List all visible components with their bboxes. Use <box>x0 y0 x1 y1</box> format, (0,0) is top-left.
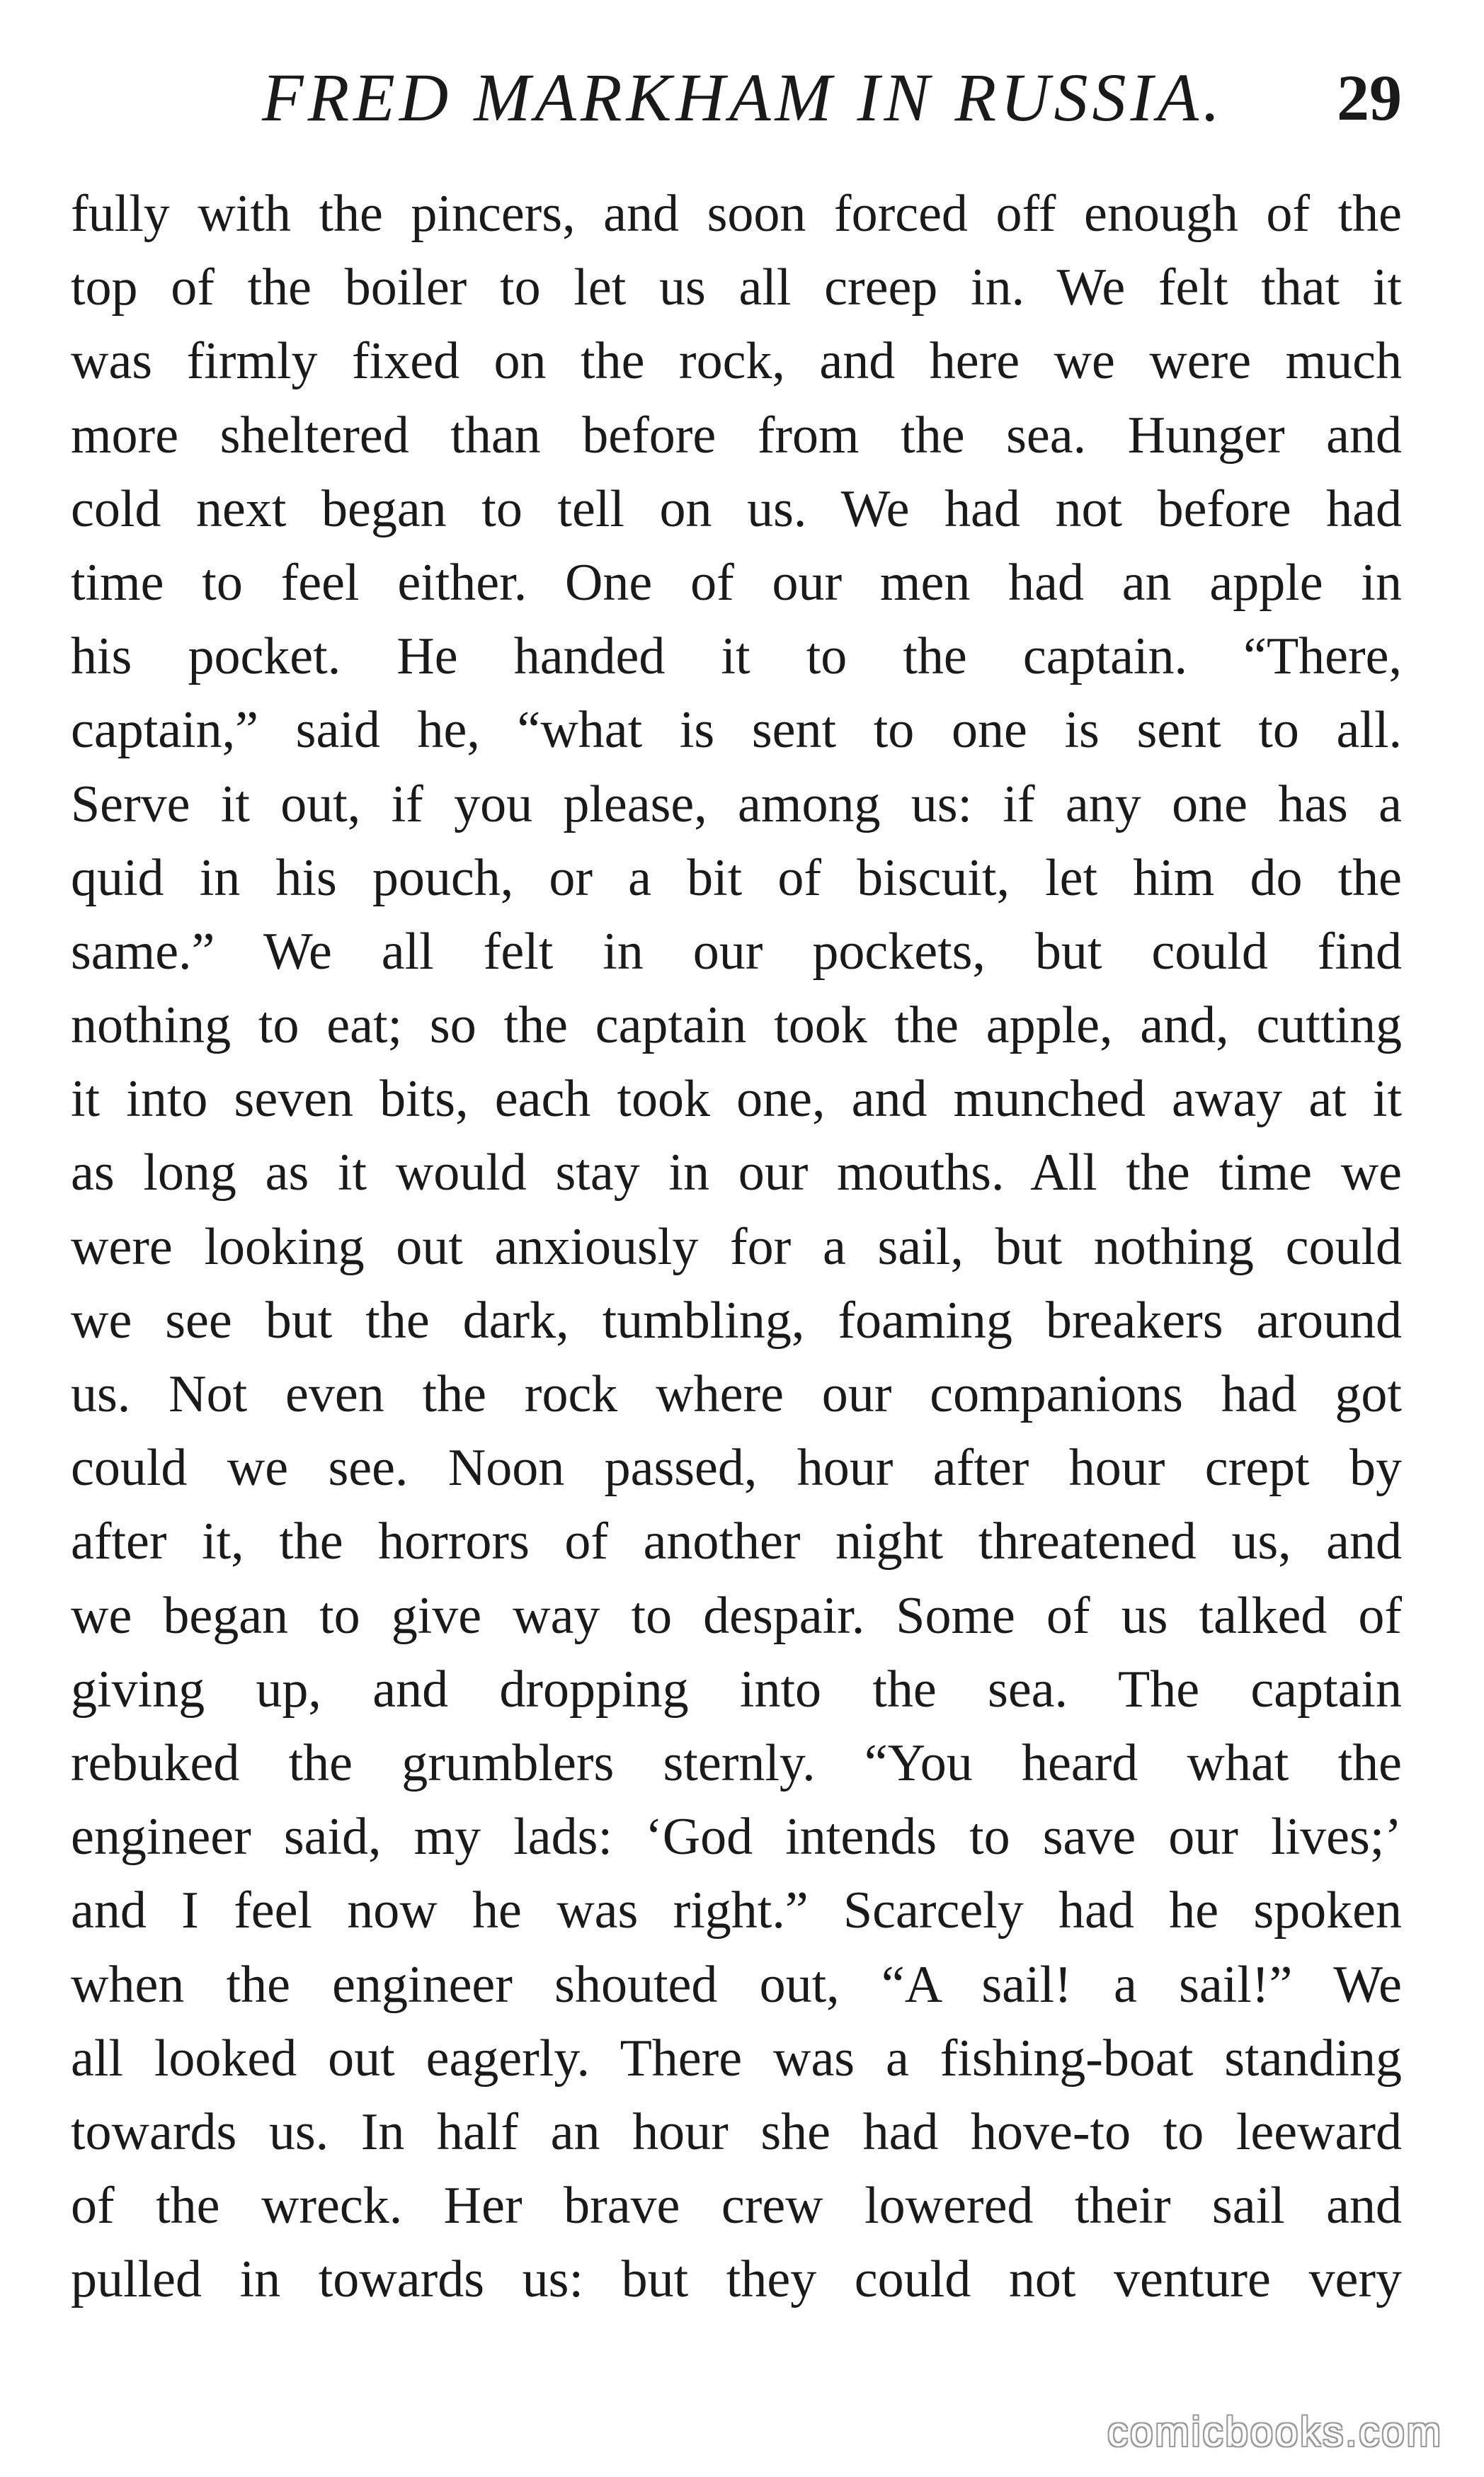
text-line: his pocket. He handed it to the captain. “There, <box>71 627 1402 686</box>
text-line: and I feel now he was right.” Scarcely had he spoken <box>71 1881 1402 1940</box>
text-line: were looking out anxiously for a sail, but nothing could <box>71 1217 1402 1276</box>
text-line: same.” We all felt in our pockets, but could find <box>71 922 1402 981</box>
text-line: engineer said, my lads: ‘God intends to save our lives;’ <box>71 1808 1402 1867</box>
text-line: when the engineer shouted out, “A sail! a sail!” We <box>71 1955 1402 2014</box>
text-line: it into seven bits, each took one, and munched away at it <box>71 1070 1402 1129</box>
text-line: giving up, and dropping into the sea. The captain <box>71 1660 1402 1719</box>
text-line: after it, the horrors of another night threatened us, and <box>71 1513 1402 1571</box>
body-text <box>71 177 1402 2316</box>
text-line: was firmly fixed on the rock, and here we were much <box>71 332 1402 391</box>
text-line: of the wreck. Her brave crew lowered their sail and <box>71 2177 1402 2236</box>
text-line: fully with the pincers, and soon forced off enough of the <box>71 185 1402 243</box>
text-line: towards us. In half an hour she had hove-to to leeward <box>71 2102 1402 2161</box>
running-title: FRED MARKHAM IN RUSSIA. <box>262 59 1225 135</box>
text-line: quid in his pouch, or a bit of biscuit, let him do the <box>71 848 1402 907</box>
text-line: we began to give way to despair. Some of us talked of <box>71 1586 1402 1645</box>
text-line: all looked out eagerly. There was a fishing-boat standing <box>71 2029 1402 2088</box>
text-line: rebuked the grumblers sternly. “You heard what the <box>71 1733 1402 1792</box>
text-line: could we see. Noon passed, hour after hour crept by <box>71 1439 1402 1498</box>
text-line: nothing to eat; so the captain took the apple, and, cutting <box>71 996 1402 1055</box>
text-line: pulled in towards us: but they could not venture very <box>71 2250 1402 2309</box>
text-line: as long as it would stay in our mouths. All the time we <box>71 1144 1402 1202</box>
page-number: 29 <box>1337 62 1402 134</box>
text-line: cold next began to tell on us. We had not before had <box>71 479 1402 538</box>
text-line: captain,” said he, “what is sent to one is sent to all. <box>71 701 1402 760</box>
page-header <box>71 55 1402 140</box>
text-line: top of the boiler to let us all creep in. We felt that it <box>71 258 1402 317</box>
text-line: time to feel either. One of our men had an apple in <box>71 553 1402 612</box>
text-line: more sheltered than before from the sea. Hunger and <box>71 406 1402 465</box>
watermark: comicbooks.com <box>1107 2409 1443 2455</box>
text-line: Serve it out, if you please, among us: if any one has a <box>71 775 1402 833</box>
text-line: us. Not even the rock where our companions had got <box>71 1365 1402 1423</box>
text-line: we see but the dark, tumbling, foaming breakers around <box>71 1291 1402 1350</box>
